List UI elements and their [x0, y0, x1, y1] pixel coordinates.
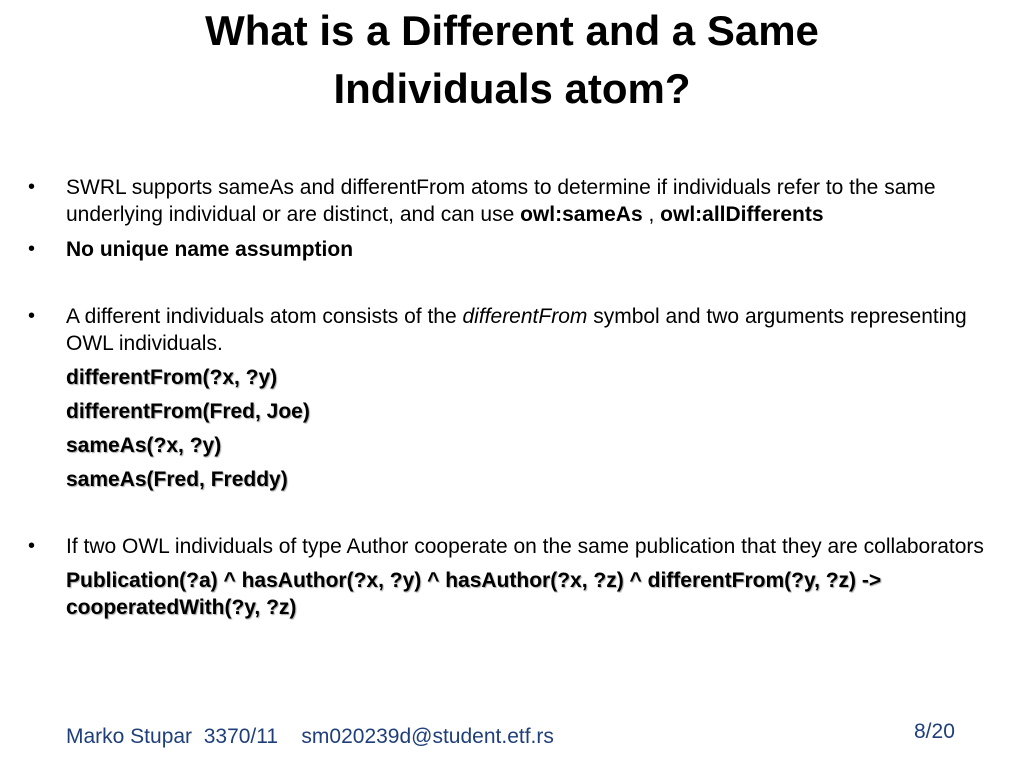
footer-author: Marko Stupar 3370/11 sm020239d@student.etf.rs: [66, 725, 554, 748]
example-1: differentFrom(?x, ?y): [66, 366, 278, 389]
example-3: sameAs(?x, ?y): [66, 434, 222, 457]
example-2: differentFrom(Fred, Joe): [66, 400, 310, 423]
bullet-collaborators: [28, 533, 998, 560]
swrl-rule: Publication(?a) ^ hasAuthor(?x, ?y) ^ hasAuthor(?x, ?z) ^ differentFrom(?y, ?z) -> cooperatedWith(?y, ?z): [66, 569, 882, 619]
bullet-1-text-a: SWRL supports sameAs and differentFrom atoms to determine if individuals refer to the same underlying individual or are distinct, and can use: [66, 176, 936, 226]
example-4: sameAs(Fred, Freddy): [66, 468, 288, 491]
slide-content: [28, 174, 998, 621]
bullet-no-unique-name: [28, 236, 998, 263]
bullet-3-text-b: symbol and two arguments representing OWL individuals.: [66, 305, 967, 355]
title-line-2: Individuals atom?: [333, 65, 691, 112]
title-line-1: What is a Different and a Same: [205, 7, 819, 54]
page-number: 8/20: [914, 720, 955, 743]
bullet-1-text-b: ,: [642, 203, 661, 226]
bullet-1-bold-a: owl:sameAs: [520, 203, 643, 226]
bullet-4-text: If two OWL individuals of type Author cooperate on the same publication that they are collaborators: [66, 535, 984, 558]
bullet-swrl-sameas: [28, 174, 998, 228]
bullet-different-individuals: [28, 303, 998, 357]
bullet-1-bold-b: owl:allDifferents: [660, 203, 824, 226]
bullet-3-text-a: A different individuals atom consists of the: [66, 305, 463, 328]
bullet-2-text: No unique name assumption: [66, 238, 354, 261]
bullet-3-italic: differentFrom: [462, 305, 588, 328]
slide-title: [0, 2, 1024, 118]
